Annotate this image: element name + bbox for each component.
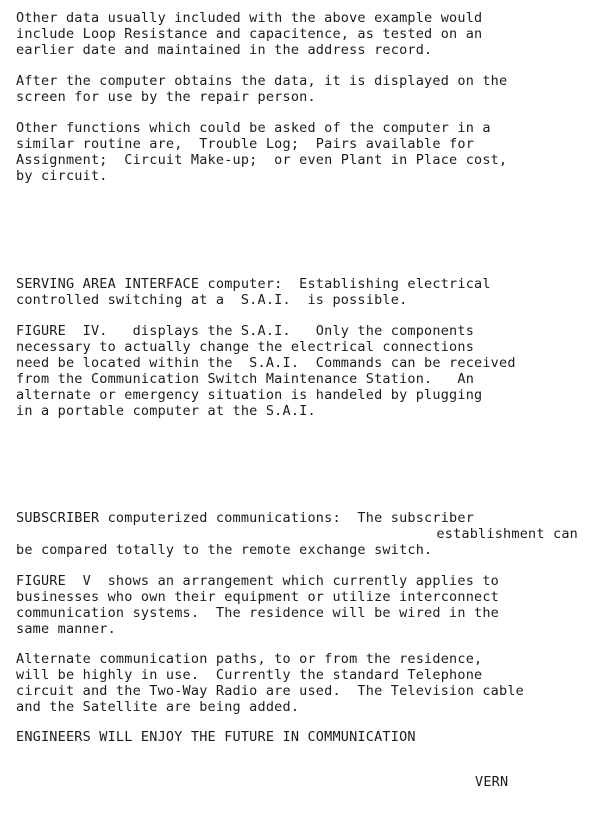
paragraph-3-line-4: by circuit. — [16, 168, 108, 184]
paragraph-1-line-2: include Loop Resistance and capacitence, as tested on an — [16, 26, 483, 42]
subscriber-line-2: establishment can — [436, 526, 578, 542]
alternate-line-3: circuit and the Two-Way Radio are used. The Television cable — [16, 683, 524, 699]
figure-iv-line-1: FIGURE IV. displays the S.A.I. Only the components — [16, 323, 475, 339]
paragraph-3-line-3: Assignment; Circuit Make-up; or even Plant in Place cost, — [16, 152, 508, 168]
figure-v-line-4: same manner. — [16, 621, 116, 637]
paragraph-2-line-1: After the computer obtains the data, it is displayed on the — [16, 73, 508, 89]
paragraph-1-line-3: earlier date and maintained in the address record. — [16, 42, 433, 58]
subscriber-line-3: be compared totally to the remote exchange switch. — [16, 542, 433, 558]
signature: VERN — [475, 774, 509, 790]
alternate-line-2: will be highly in use. Currently the standard Telephone — [16, 667, 483, 683]
figure-iv-line-3: need be located within the S.A.I. Commands can be received — [16, 355, 516, 371]
figure-iv-line-2: necessary to actually change the electrical connections — [16, 339, 475, 355]
subscriber-line-1: SUBSCRIBER computerized communications: The subscriber — [16, 510, 475, 526]
sai-intro-line-1: SERVING AREA INTERFACE computer: Establishing electrical — [16, 276, 491, 292]
paragraph-1-line-1: Other data usually included with the above example would — [16, 10, 483, 26]
figure-v-line-3: communication systems. The residence will be wired in the — [16, 605, 500, 621]
alternate-line-1: Alternate communication paths, to or from the residence, — [16, 651, 483, 667]
paragraph-3-line-1: Other functions which could be asked of the computer in a — [16, 120, 491, 136]
figure-iv-line-4: from the Communication Switch Maintenance Station. An — [16, 371, 475, 387]
paragraph-3-line-2: similar routine are, Trouble Log; Pairs available for — [16, 136, 475, 152]
sai-intro-line-2: controlled switching at a S.A.I. is possible. — [16, 292, 408, 308]
figure-v-line-1: FIGURE V shows an arrangement which currently applies to — [16, 573, 500, 589]
figure-iv-line-6: in a portable computer at the S.A.I. — [16, 403, 316, 419]
figure-iv-line-5: alternate or emergency situation is handeled by plugging — [16, 387, 483, 403]
closing-statement: ENGINEERS WILL ENJOY THE FUTURE IN COMMUNICATION — [16, 729, 416, 745]
alternate-line-4: and the Satellite are being added. — [16, 699, 300, 715]
figure-v-line-2: businesses who own their equipment or utilize interconnect — [16, 589, 500, 605]
paragraph-2-line-2: screen for use by the repair person. — [16, 89, 316, 105]
